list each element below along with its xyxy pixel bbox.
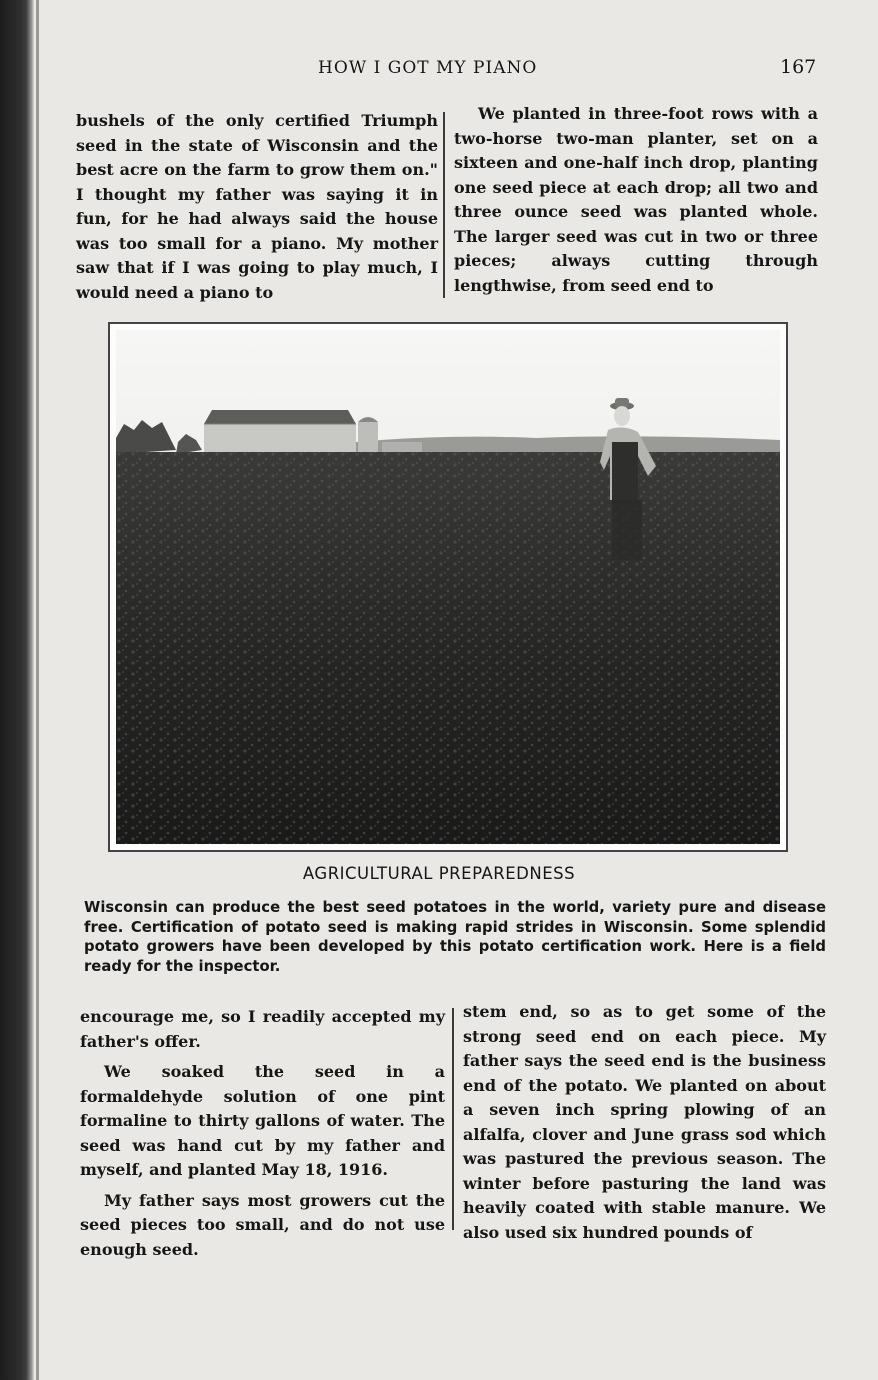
column-divider-top <box>443 112 445 298</box>
potato-plants <box>116 452 780 844</box>
bottom-left-paragraph-2: We soaked the seed in a formaldehyde solution of one pint formaline to thirty gallons of water. The seed was hand cut by my father and myself, and planted May 18, 1916. <box>80 1062 445 1179</box>
bottom-left-paragraph-1: encourage me, so I readily accepted my father's offer. <box>80 1007 445 1051</box>
bottom-right-column <box>463 1000 826 1245</box>
top-left-column <box>76 109 438 305</box>
barn <box>204 410 356 454</box>
top-left-paragraph: bushels of the only certified Triumph seed in the state of Wisconsin and the best acre on the farm to grow them on." I thought my father was saying it in fun, for he had always said the house was too small for a piano. My mother saw that if I was going to play much, I would need a piano to <box>76 111 438 302</box>
book-spine-shadow <box>0 0 34 1380</box>
bottom-left-paragraph-3: My father says most growers cut the seed pieces too small, and do not use enough seed. <box>80 1190 445 1259</box>
top-right-paragraph: We planted in three-foot rows with a two-horse two-man planter, set on a sixteen and one-half inch drop, planting one seed piece at each drop; all two and three ounce seed was planted whole. The larger seed was cut in two or three pieces; always cutting through lengthwise, from seed end to <box>454 104 818 295</box>
page-number: 167 <box>780 56 817 78</box>
running-title: HOW I GOT MY PIANO <box>318 58 538 78</box>
figure-title: AGRICULTURAL PREPAREDNESS <box>302 864 576 883</box>
top-right-column <box>454 102 818 298</box>
page-edge-line <box>36 0 39 1380</box>
silo <box>358 417 378 454</box>
figure-caption: Wisconsin can produce the best seed potatoes in the world, variety pure and disease free. Certification of potato seed is making rapid strides in Wisconsin. Some splendid potato growers have been developed by this potato certification work. Here is a field ready for the inspector. <box>84 899 826 975</box>
bottom-right-paragraph: stem end, so as to get some of the strong seed end on each piece. My father says the seed end is the business end of the potato. We planted on about a seven inch spring plowing of an alfalfa, clover and June grass sod which was pastured the previous season. The winter before pasturing the land was heavily coated with stable manure. We also used six hundred pounds of <box>463 1002 826 1242</box>
potato-field-photo <box>116 330 780 844</box>
bottom-left-column <box>80 1005 445 1262</box>
column-divider-bottom <box>452 1008 454 1230</box>
figure-photo-frame <box>108 322 788 852</box>
